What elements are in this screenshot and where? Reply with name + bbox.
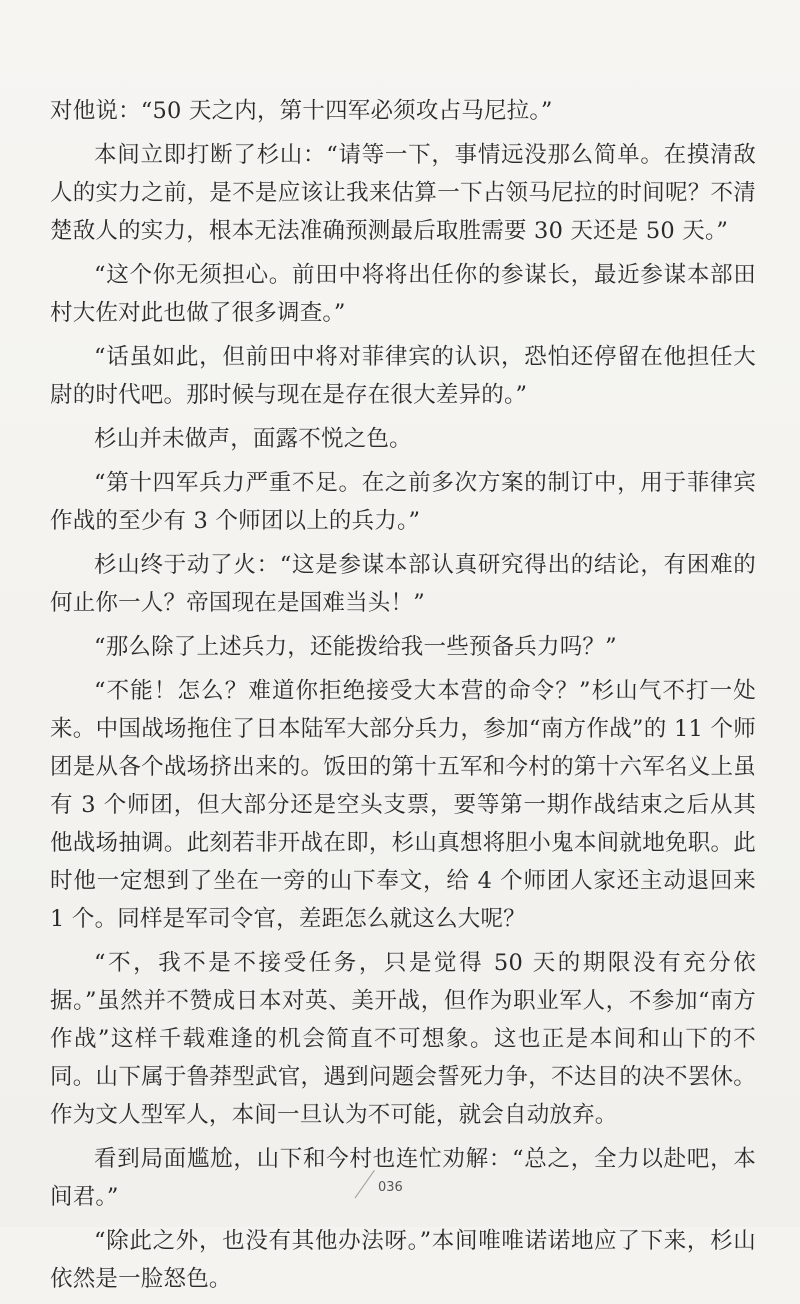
page-footer (360, 1168, 440, 1208)
body-text (50, 92, 756, 1304)
page-number: 036 (378, 1180, 403, 1195)
paragraph: 看到局面尴尬，山下和今村也连忙劝解：“总之，全力以赴吧，本间君。” (50, 1146, 756, 1210)
paragraph: “除此之外，也没有其他办法呀。”本间唯唯诺诺地应了下来，杉山依然是一脸怒色。 (50, 1228, 756, 1292)
paragraph: “这个你无须担心。前田中将将出任你的参谋长，最近参谋本部田村大佐对此也做了很多调查。” (50, 262, 756, 326)
paragraph: 杉山终于动了火：“这是参谋本部认真研究得出的结论，有困难的何止你一人？帝国现在是国难当头！” (50, 552, 756, 616)
paragraph: 本间立即打断了杉山：“请等一下，事情远没那么简单。在摸清敌人的实力之前，是不是应该让我来估算一下占领马尼拉的时间呢？不清楚敌人的实力，根本无法准确预测最后取胜需要 30 天还是 50 天。” (50, 142, 756, 244)
paragraph: “第十四军兵力严重不足。在之前多次方案的制订中，用于菲律宾作战的至少有 3 个师团以上的兵力。” (50, 470, 756, 534)
paragraph: “不，我不是不接受任务，只是觉得 50 天的期限没有充分依据。”虽然并不赞成日本对英、美开战，但作为职业军人，不参加“南方作战”这样千载难逢的机会简直不可想象。这也正是本间和山下的不同。山下属于鲁莽型武官，遇到问题会誓死力争，不达目的决不罢休。作为文人型军人，本间一旦认为不可能，就会自动放弃。 (50, 950, 756, 1128)
paragraph: “那么除了上述兵力，还能拨给我一些预备兵力吗？” (94, 634, 617, 660)
paragraph: “不能！怎么？难道你拒绝接受大本营的命令？”杉山气不打一处来。中国战场拖住了日本陆军大部分兵力，参加“南方作战”的 11 个师团是从各个战场挤出来的。饭田的第十五军和今村的第十六军名义上虽有 3 个师团，但大部分还是空头支票，要等第一期作战结束之后从其他战场抽调。此刻若非开战在即，杉山真想将胆小鬼本间就地免职。此时他一定想到了坐在一旁的山下奉文，给 4 个师团人家还主动退回来 1 个。同样是军司令官，差距怎么就这么大呢？ (50, 678, 756, 932)
paragraph: “话虽如此，但前田中将对菲律宾的认识，恐怕还停留在他担任大尉的时代吧。那时候与现在是存在很大差异的。” (50, 344, 756, 408)
paragraph: 对他说：“50 天之内，第十四军必须攻占马尼拉。” (50, 98, 553, 124)
paragraph: 杉山并未做声，面露不悦之色。 (94, 426, 412, 452)
